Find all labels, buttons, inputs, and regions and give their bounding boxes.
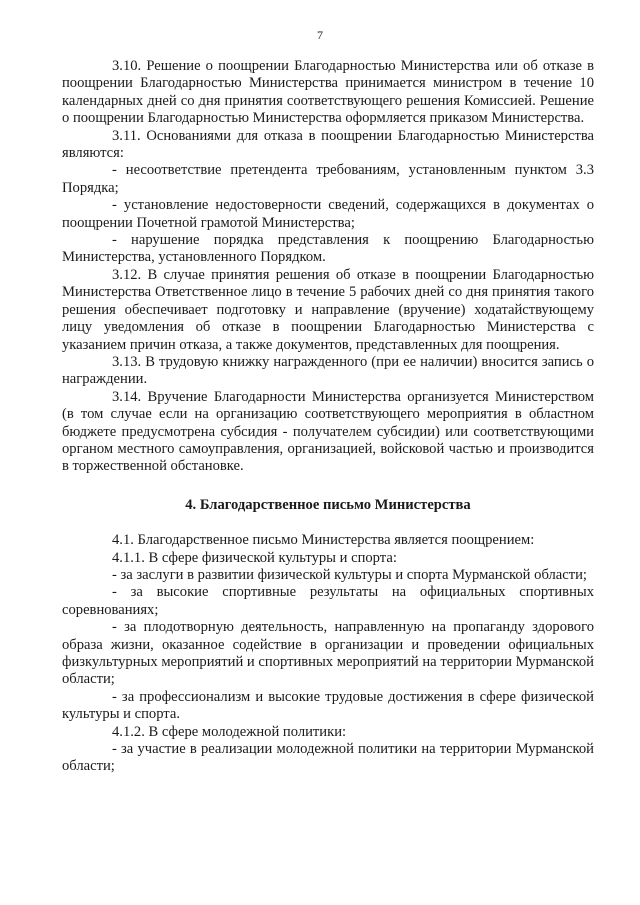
list-item-4-1-1-d: - за профессионализм и высокие трудовые достижения в сфере физической культуры и спорта. (62, 688, 594, 723)
list-item-4-1-1-b: - за высокие спортивные результаты на официальных спортивных соревнованиях; (62, 584, 594, 618)
document-body (62, 58, 594, 776)
list-item-3-11-b: - установление недостоверности сведений, содержащихся в документах о поощрении Почетной грамотой Министерства; (62, 197, 594, 231)
list-item-4-1-2-a: - за участие в реализации молодежной политики на территории Мурманской области; (62, 741, 594, 775)
list-item-4-1-1-a: - за заслуги в развитии физической культуры и спорта Мурманской области; (112, 566, 587, 583)
list-item-3-11-c: - нарушение порядка представления к поощрению Благодарностью Министерства, установленного Порядком. (62, 232, 594, 266)
list-item-3-11-a: - несоответствие претендента требованиям, установленным пунктом 3.3 Порядка; (62, 162, 594, 196)
paragraph-3-13: 3.13. В трудовую книжку награжденного (при ее наличии) вносится запись о награждении. (62, 353, 594, 388)
paragraph-4-1-1: 4.1.1. В сфере физической культуры и спорта: (112, 549, 397, 566)
list-item-4-1-1-c: - за плодотворную деятельность, направленную на пропаганду здорового образа жизни, оказанное содействие в организации и проведении официальных физкультурных мероприятий и спортивных мероприятий на территории Мурманской области; (62, 619, 594, 688)
paragraph-4-1: 4.1. Благодарственное письмо Министерства является поощрением: (112, 532, 535, 549)
paragraph-3-11: 3.11. Основаниями для отказа в поощрении Благодарностью Министерства являются: (62, 127, 594, 162)
paragraph-3-10: 3.10. Решение о поощрении Благодарностью Министерства или об отказе в поощрении Благодарностью Министерства принимается министром в течение 10 календарных дней со дня принятия соответствующего решения Комиссией. Решение о поощрении Благодарностью Министерства оформляется приказом Министерства. (62, 58, 594, 127)
section-4-heading: 4. Благодарственное письмо Министерства (185, 496, 471, 513)
paragraph-3-12: 3.12. В случае принятия решения об отказе в поощрении Благодарностью Министерства Ответственное лицо в течение 5 рабочих дней со дня принятия такого решения обеспечивает подготовку и направление (вручение) ходатайствующему лицу уведомления об отказе в поощрении Благодарностью Министерства с указанием причин отказа, а также документов, представленных для поощрения. (62, 266, 594, 353)
paragraph-4-1-2: 4.1.2. В сфере молодежной политики: (112, 723, 347, 740)
paragraph-3-14: 3.14. Вручение Благодарности Министерства организуется Министерством (в том случае если на организацию соответствующего мероприятия в областном бюджете предусмотрена субсидия - получателем субсидии) или соответствующими органом местного самоуправления, организацией, войсковой частью и производится в торжественной обстановке. (62, 388, 594, 475)
page-number: 7 (317, 28, 323, 42)
